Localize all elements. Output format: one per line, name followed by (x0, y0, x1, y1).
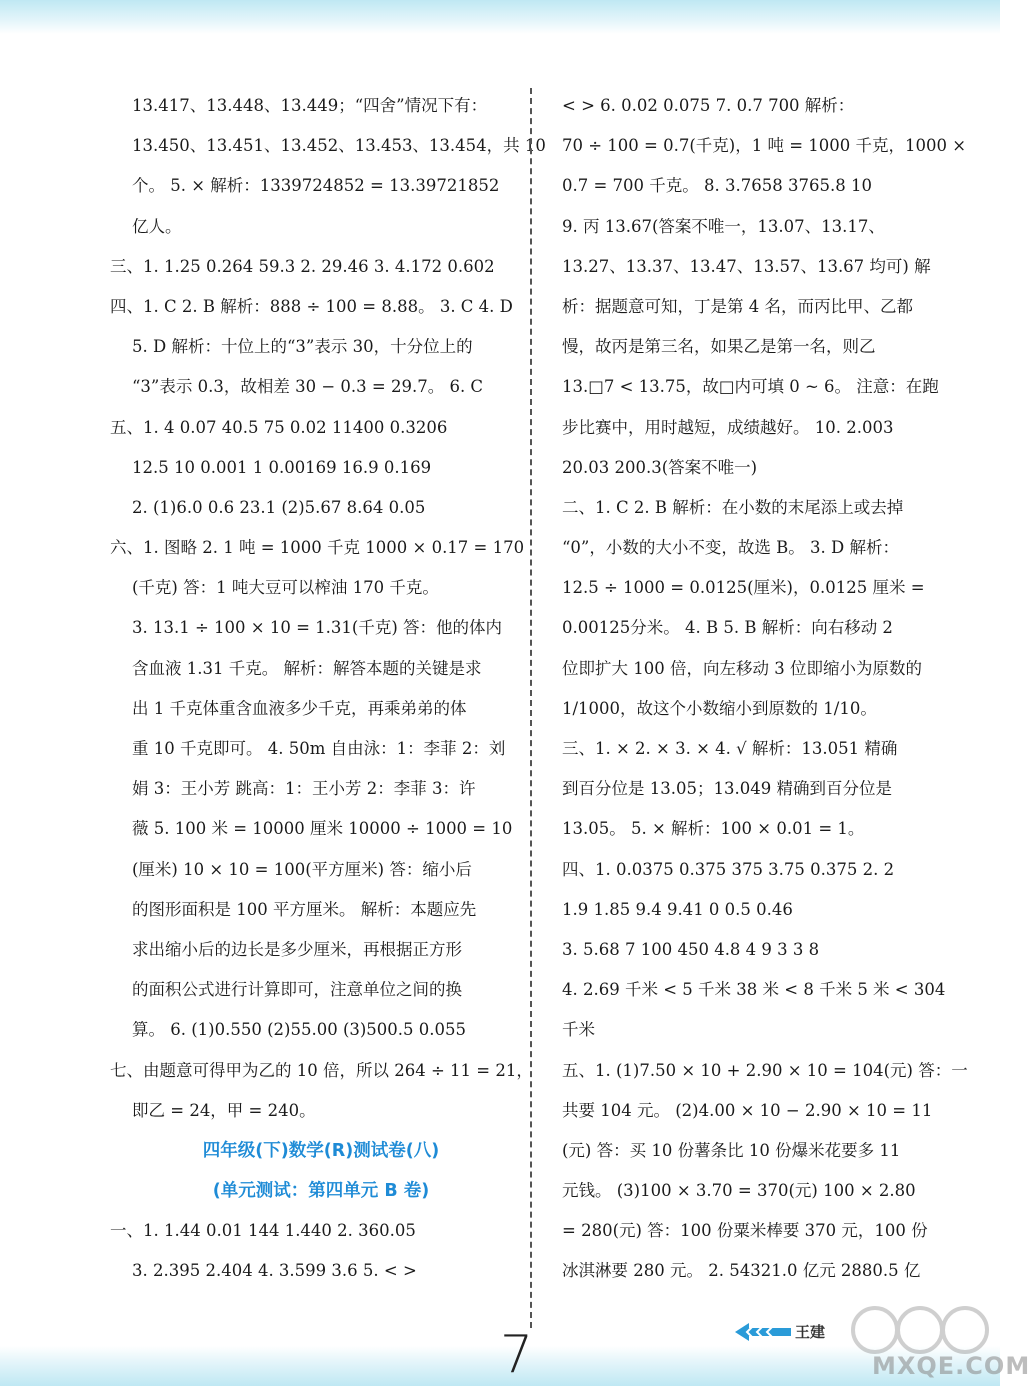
text-line: 到百分位是 13.05；13.049 精确到百分位是 (562, 779, 892, 799)
text-line: 二、1. C 2. B 解析：在小数的末尾添上或去掉 (562, 497, 904, 517)
watermark-text: MXQE.COM (872, 1352, 1030, 1380)
text-line: (元) 答：买 10 份薯条比 10 份爆米花要多 11 (562, 1140, 901, 1160)
text-line: 元钱。 (3)100 × 3.70 = 370(元) 100 × 2.80 (562, 1181, 916, 1201)
text-line: 步比赛中，用时越短，成绩越好。 10. 2.003 (562, 417, 894, 437)
right-column (562, 86, 968, 1292)
text-line: = 280(元) 答：100 份粟米棒要 370 元，100 份 (562, 1221, 928, 1241)
page-number: 7 (500, 1325, 534, 1385)
text-line: 70 ÷ 100 = 0.7(千克)，1 吨 = 1000 千克，1000 × (562, 136, 967, 156)
section-title: 四年级(下)数学(R)测试卷(八) (202, 1140, 440, 1161)
text-line: 3. 5.68 7 100 450 4.8 4 9 3 3 8 (562, 939, 820, 959)
text-line: 薇 5. 100 米 = 10000 厘米 10000 ÷ 1000 = 10 (132, 819, 513, 839)
text-line: < > 6. 0.02 0.075 7. 0.7 700 解析： (562, 96, 855, 115)
left-column (110, 86, 546, 1292)
text-line: 13.27、13.37、13.47、13.57、13.67 均可) 解 (562, 256, 931, 276)
text-line: 求出缩小后的边长是多少厘米，再根据正方形 (132, 939, 462, 959)
text-line: 三、1. × 2. × 3. × 4. √ 解析：13.051 精确 (562, 739, 898, 758)
text-line: 即乙 = 24，甲 = 240。 (132, 1100, 316, 1120)
text-line: 13.□7 < 13.75，故□内可填 0 ~ 6。 注意：在跑 (562, 377, 939, 397)
text-line: 千米 (562, 1020, 595, 1040)
text-line: “0”，小数的大小不变，故选 B。 3. D 解析： (562, 538, 899, 558)
text-line: 一、1. 1.44 0.01 144 1.440 2. 360.05 (110, 1221, 416, 1241)
footer-brand-text: 王建 (795, 1323, 826, 1341)
text-line: 娟 3：王小芳 跳高：1：王小芳 2：李菲 3：许 (132, 779, 476, 799)
section-subtitle: (单元测试：第四单元 B 卷) (212, 1181, 430, 1202)
text-line: 亿人。 (132, 216, 182, 236)
text-line: 12.5 10 0.001 1 0.00169 16.9 0.169 (132, 457, 432, 477)
text-line: 3. 13.1 ÷ 100 × 10 = 1.31(千克) 答：他的体内 (132, 618, 503, 638)
text-line: 3. 2.395 2.404 4. 3.599 3.6 5. < > (132, 1261, 417, 1281)
text-line: (厘米) 10 × 10 = 100(平方厘米) 答：缩小后 (132, 859, 472, 879)
text-line: 13.05。 5. × 解析：100 × 0.01 = 1。 (562, 819, 865, 839)
text-line: 慢，故丙是第三名，如果乙是第一名，则乙 (562, 337, 876, 357)
text-line: 的图形面积是 100 平方厘米。 解析：本题应先 (132, 899, 477, 919)
text-line: 9. 丙 13.67(答案不唯一，13.07、13.17、 (562, 216, 885, 236)
text-line: 含血液 1.31 千克。 解析：解答本题的关键是求 (132, 658, 482, 678)
text-line: (千克) 答：1 吨大豆可以榨油 170 千克。 (132, 578, 439, 598)
text-line: 四、1. 0.0375 0.375 375 3.75 0.375 2. 2 (562, 859, 895, 879)
text-line: 算。 6. (1)0.550 (2)55.00 (3)500.5 0.055 (132, 1020, 467, 1040)
text-line: 的面积公式进行计算即可，注意单位之间的换 (132, 980, 462, 1000)
text-line: 冰淇淋要 280 元。 2. 54321.0 亿元 2880.5 亿 (562, 1261, 921, 1281)
text-line: 12.5 ÷ 1000 = 0.0125(厘米)，0.0125 厘米 = (562, 578, 925, 598)
text-line: 五、1. 4 0.07 40.5 75 0.02 11400 0.3206 (110, 417, 448, 437)
text-line: 13.417、13.448、13.449；“四舍”情况下有： (132, 96, 488, 115)
double-arrow-icon (733, 1318, 793, 1346)
text-line: 5. D 解析：十位上的“3”表示 30，十分位上的 (132, 337, 473, 357)
text-line: 0.7 = 700 千克。 8. 3.7658 3765.8 10 (562, 176, 872, 196)
text-line: 13.450、13.451、13.452、13.453、13.454，共 10 (132, 136, 546, 156)
text-line: 0.00125分米。 4. B 5. B 解析：向右移动 2 (562, 618, 893, 638)
text-line: 三、1. 1.25 0.264 59.3 2. 29.46 3. 4.172 0.602 (110, 256, 495, 276)
column-divider (530, 88, 532, 1328)
text-line: 四、1. C 2. B 解析：888 ÷ 100 = 8.88。 3. C 4. D (110, 296, 513, 316)
text-line: 共要 104 元。 (2)4.00 × 10 − 2.90 × 10 = 11 (562, 1100, 933, 1120)
text-line: 六、1. 图略 2. 1 吨 = 1000 千克 1000 × 0.17 = 170 (110, 538, 525, 558)
text-line: 4. 2.69 千米 < 5 千米 38 米 < 8 千米 5 米 < 304 (562, 980, 946, 1000)
text-line: 重 10 千克即可。 4. 50m 自由泳：1：李菲 2：刘 (132, 739, 506, 758)
text-line: 2. (1)6.0 0.6 23.1 (2)5.67 8.64 0.05 (132, 497, 426, 517)
text-line: 1.9 1.85 9.4 9.41 0 0.5 0.46 (562, 899, 793, 919)
text-line: 七、由题意可得甲为乙的 10 倍，所以 264 ÷ 11 = 21， (110, 1060, 533, 1080)
text-line: 位即扩大 100 倍，向左移动 3 位即缩小为原数的 (562, 658, 922, 678)
text-line: 20.03 200.3(答案不唯一) (562, 457, 758, 477)
text-line: 析：据题意可知，丁是第 4 名，而丙比甲、乙都 (562, 296, 913, 316)
top-decorative-band (0, 0, 1000, 34)
text-line: “3”表示 0.3，故相差 30 − 0.3 = 29.7。 6. C (132, 377, 484, 397)
text-line: 1/1000，故这个小数缩小到原数的 1/10。 (562, 698, 877, 718)
text-line: 出 1 千克体重含血液多少千克，再乘弟弟的体 (132, 698, 467, 718)
text-line: 五、1. (1)7.50 × 10 + 2.90 × 10 = 104(元) 答：一 (562, 1060, 968, 1080)
text-line: 个。 5. × 解析：1339724852 = 13.39721852 (132, 176, 500, 196)
